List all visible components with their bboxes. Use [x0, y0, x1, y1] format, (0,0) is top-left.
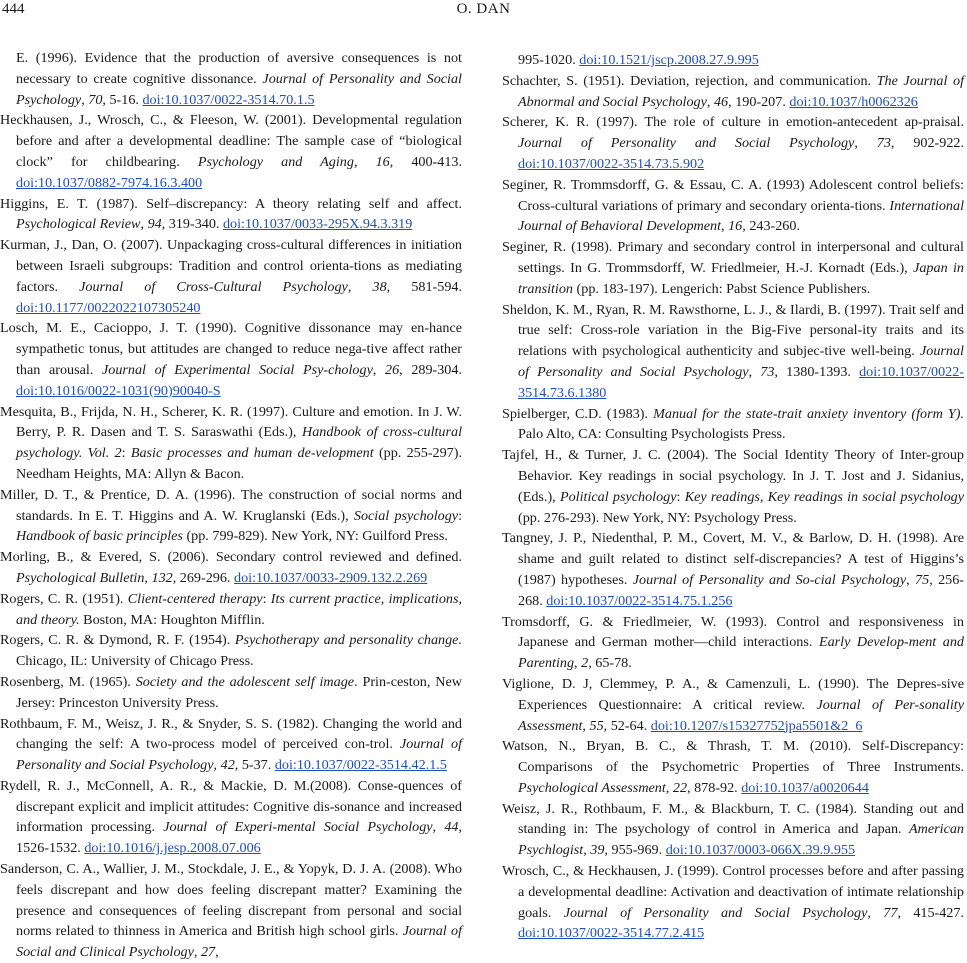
- reference-text: , 400-413.: [389, 153, 463, 170]
- reference-entry: [0, 485, 462, 547]
- reference-entry: [502, 861, 964, 944]
- italic-text: Journal of Personality and Social Psychology: [16, 70, 462, 108]
- italic-text: Client-centered therapy: [127, 590, 263, 607]
- doi-link[interactable]: doi:10.1037/0022-3514.77.2.415: [518, 925, 705, 942]
- doi-link[interactable]: doi:10.1016/0022-1031(90)90040-S: [16, 382, 221, 399]
- reference-text: , 1526-1532.: [16, 819, 462, 857]
- italic-text: 26: [385, 361, 400, 378]
- reference-text: ,: [380, 590, 389, 607]
- italic-text: Journal of Experimental Social Psy-chology: [101, 361, 373, 378]
- reference-text: ,: [81, 91, 89, 108]
- reference-text: Kurman, J., Dan, O. (2007). Unpackaging cross-cultural differences in initiation between Israeli subgroups: Tradition and control orienta-tions as mediating factors.: [0, 237, 462, 295]
- reference-entry: [0, 402, 462, 485]
- reference-entry: [0, 110, 462, 193]
- reference-text: ,: [706, 93, 714, 110]
- doi-link[interactable]: doi:10.1037/0022-3514.70.1.5: [142, 91, 315, 108]
- reference-text: ,: [906, 571, 916, 588]
- reference-text: Seginer, R. (1998). Primary and secondary control in interpersonal and cultural settings. In G. Trommsdorff, W. Friedlmeier, H.-J. Kornadt (Eds.),: [502, 239, 964, 276]
- reference-entry: [502, 404, 964, 446]
- italic-text: 2: [581, 655, 589, 672]
- reference-entry: [502, 674, 964, 736]
- doi-link[interactable]: doi:10.1037/0022-3514.42.1.5: [274, 757, 447, 774]
- italic-text: 73: [760, 363, 775, 380]
- italic-text: 22: [672, 779, 688, 796]
- reference-text: ,: [140, 216, 148, 233]
- reference-text: , 5-16.: [102, 91, 143, 108]
- reference-text: ,: [458, 590, 463, 607]
- reference-text: 995-1020.: [518, 52, 580, 68]
- doi-link[interactable]: doi:10.1037/0022-3514.73.5.902: [518, 155, 705, 172]
- reference-text: :: [262, 590, 271, 607]
- italic-text: 39: [590, 842, 605, 859]
- italic-text: 46: [713, 93, 729, 110]
- reference-text: Palo Alto, CA: Consulting Psychologists Press.: [518, 426, 786, 443]
- reference-text: Rogers, C. R. & Dymond, R. F. (1954).: [0, 632, 235, 649]
- reference-text: ,: [867, 904, 884, 921]
- reference-text: , 190-207.: [728, 93, 790, 110]
- running-head: O. DAN: [456, 1, 511, 17]
- reference-text: Chicago, IL: University of Chicago Press.: [16, 653, 254, 670]
- italic-text: Journal of Personality and Social Psychology: [518, 343, 964, 380]
- doi-link[interactable]: doi:10.1037/a0020644: [741, 779, 869, 796]
- reference-entry: [0, 630, 462, 672]
- italic-text: Journal of Personality and So-cial Psychology: [632, 571, 907, 588]
- reference-entry: [0, 776, 462, 859]
- italic-text: Key readings in social psychology: [767, 488, 965, 505]
- reference-text: :: [121, 445, 131, 462]
- reference-entry: [502, 528, 964, 611]
- reference-text: , 256-268.: [518, 571, 964, 609]
- reference-text: ,: [854, 135, 877, 152]
- reference-text: Watson, N., Bryan, B. C., & Thrash, T. M. (2010). Self-Discrepancy: Comparisons of the Psychometric Properties of Three Instruments.: [502, 738, 964, 776]
- reference-entry: [0, 194, 462, 236]
- reference-text: ,: [193, 944, 201, 961]
- reference-text: Tromsdorff, G. & Friedlmeier, W. (1993). Control and responsiveness in Japanese and German mother—child interactions.: [502, 613, 964, 651]
- italic-text: 70: [88, 91, 103, 108]
- italic-text: Handbook of basic principles: [16, 528, 183, 545]
- italic-text: 75: [915, 571, 930, 588]
- reference-entry: [0, 318, 462, 401]
- reference-text: Wrosch, C., & Heckhausen, J. (1999). Control processes before and after passing a developmental deadline: Activation and deactivation of intimate relationship goals.: [502, 863, 964, 921]
- italic-text: Social psychology: [353, 507, 459, 524]
- reference-text: Heckhausen, J., Wrosch, C., & Fleeson, W. (2001). Developmental regulation before and after a developmental deadline: The sample case of “biological clock” for childbearing.: [0, 112, 462, 170]
- reference-text: ,: [759, 488, 768, 505]
- italic-text: Journal of Personality and Social Psychology: [16, 736, 462, 774]
- italic-text: Psychological Assessment: [518, 779, 666, 796]
- reference-text: (pp. 255-297). Needham Heights, MA: Allyn & Bacon.: [16, 445, 462, 482]
- reference-text: ,: [144, 569, 152, 586]
- reference-text: Rosenberg, M. (1965).: [0, 673, 136, 690]
- reference-text: Rogers, C. R. (1951).: [0, 590, 128, 607]
- reference-text: Tajfel, H., & Turner, J. C. (2004). The Social Identity Theory of Inter-group Behavior. Key readings in social psychology. In J. T. Jost and J. Sidanius, (Eds.),: [502, 447, 964, 505]
- reference-text: , 319-340.: [161, 216, 223, 233]
- reference-text: , 415-427.: [897, 904, 964, 921]
- reference-text: ,: [583, 842, 591, 859]
- reference-text: Weisz, J. R., Rothbaum, F. M., & Blackburn, T. C. (1984). Standing out and standing in: The psychology of control in America and Japan.: [502, 800, 964, 838]
- reference-text: , 581-594.: [386, 278, 462, 295]
- reference-text: Mesquita, B., Frijda, N. H., Scherer, K. R. (1997). Culture and emotion. In J. W. Berry, P. R. Dasen and T. S. Saraswathi (Eds.),: [0, 403, 462, 441]
- doi-link[interactable]: doi:10.1521/jscp.2008.27.9.995: [579, 52, 759, 68]
- reference-text: Rydell, R. J., McConnell, A. R., & Mackie, D. M.(2008). Conse-quences of discrepant explicit and implicit attitudes: Cognitive dis-sonance and increased information processing.: [0, 777, 462, 836]
- italic-text: Journal of Per-sonality Assessment: [518, 696, 964, 734]
- reference-text: Higgins, E. T. (1987). Self–discrepancy: A theory relating self and affect.: [0, 195, 462, 212]
- reference-text: (pp. 183-197). Lengerich: Pabst Science Publishers.: [573, 280, 871, 297]
- reference-text: E. (1996). Evidence that the production of aversive consequences is not necessary to create cognitive dissonance.: [16, 50, 462, 87]
- reference-entry: [0, 859, 462, 963]
- reference-entry: [0, 589, 462, 631]
- reference-text: Seginer, R. Trommsdorff, G. & Essau, C. A. (1993) Adolescent control beliefs: Cross-cultural variations of primary and secondary orienta-tions.: [502, 176, 964, 214]
- reference-text: Sanderson, C. A., Wallier, J. M., Stockdale, J. E., & Yopyk, D. J. A. (2008). Who feels discrepant and how does feeling discrepant matter? Examining the presence and consequences of feeling discrepant from personal and social norms related to thinness in America and British high school girls.: [0, 861, 462, 940]
- reference-text: , 5-37.: [234, 757, 275, 774]
- reference-entry: [502, 50, 964, 71]
- references-right-column: [502, 50, 964, 944]
- reference-text: (pp. 799-829). New York, NY: Guilford Press.: [182, 528, 448, 545]
- doi-link[interactable]: doi:10.1207/s15327752jpa5501&2_6: [650, 717, 863, 734]
- reference-text: ,: [353, 153, 376, 170]
- italic-text: International Journal of Behavioral Development: [518, 197, 964, 235]
- italic-text: The Journal of Abnormal and Social Psychology: [518, 72, 965, 110]
- reference-entry: [502, 175, 964, 237]
- reference-text: Boston, MA: Houghton Mifflin.: [79, 611, 265, 628]
- italic-text: Journal of Experi-mental Social Psychology: [163, 819, 433, 836]
- reference-entry: [502, 612, 964, 674]
- reference-text: Scherer, K. R. (1997). The role of culture in emotion-antecedent ap-praisal.: [502, 114, 964, 131]
- reference-entry: [502, 71, 964, 113]
- italic-text: implications: [388, 590, 459, 607]
- italic-text: American Psychlogist: [518, 821, 964, 859]
- italic-text: 16: [728, 218, 743, 235]
- reference-entry: [0, 714, 462, 776]
- reference-text: ,: [213, 757, 221, 774]
- italic-text: Handbook of cross-cultural psychology. Vol. 2: [16, 424, 462, 462]
- reference-text: , 289-304.: [399, 361, 462, 378]
- italic-text: 55: [589, 717, 604, 734]
- doi-link[interactable]: doi:10.1037/0003-066X.39.9.955: [665, 842, 856, 859]
- italic-text: Journal of Social and Clinical Psychology: [16, 923, 462, 961]
- reference-text: Tangney, J. P., Niedenthal, P. M., Covert, M. V., & Barlow, D. H. (1998). Are shame and guilt related to distinct self-discrepancies? A test of Higgins’s (1987) hypotheses.: [502, 530, 964, 588]
- italic-text: Japan in transition: [518, 259, 965, 297]
- reference-text: Miller, D. T., & Prentice, D. A. (1996). The construction of social norms and standards. In E. T. Higgins and A. W. Kruglanski (Eds.),: [0, 486, 462, 524]
- italic-text: 27: [200, 944, 216, 961]
- italic-text: 132: [151, 569, 173, 586]
- reference-text: . Prin-ceston, New Jersey: Princeston University Press.: [16, 673, 462, 711]
- reference-entry: [0, 672, 462, 714]
- reference-text: :: [458, 507, 462, 524]
- reference-entry: [502, 736, 964, 798]
- reference-text: , 243-260.: [742, 218, 800, 235]
- italic-text: 73: [876, 135, 891, 152]
- reference-text: ,: [347, 278, 373, 295]
- reference-entry: [0, 235, 462, 318]
- reference-text: , 878-92.: [687, 779, 742, 796]
- italic-text: Psychotherapy and personality change.: [234, 632, 462, 649]
- italic-text: 94: [147, 216, 162, 233]
- italic-text: Manual for the state-trait anxiety inventory (form Y).: [653, 405, 965, 422]
- italic-text: Early Develop-ment and Parenting: [518, 634, 964, 672]
- reference-text: ,: [748, 363, 761, 380]
- doi-link[interactable]: doi:10.1037/0033-2909.132.2.269: [234, 569, 428, 586]
- doi-link[interactable]: doi:10.1037/h0062326: [789, 93, 918, 110]
- italic-text: Key readings: [684, 488, 760, 505]
- reference-text: ,: [215, 944, 219, 961]
- doi-link[interactable]: doi:10.1037/0882-7974.16.3.400: [16, 174, 203, 191]
- reference-text: (pp. 276-293). New York, NY: Psychology Press.: [518, 509, 797, 526]
- italic-text: 16: [375, 153, 390, 170]
- doi-link[interactable]: doi:10.1177/0022022107305240: [16, 299, 201, 316]
- reference-text: ,: [372, 361, 386, 378]
- reference-entry: [502, 237, 964, 299]
- italic-text: Journal of Personality and Social Psychology: [518, 135, 855, 152]
- reference-text: , 52-64.: [603, 717, 651, 734]
- reference-text: Viglione, D. J, Clemmey, P. A., & Camenzuli, L. (1990). The Depres-sive Experiences Questionnaire: A critical review.: [502, 675, 964, 713]
- reference-text: Schachter, S. (1951). Deviation, rejection, and communication.: [502, 72, 877, 89]
- reference-entry: [502, 300, 964, 404]
- italic-text: Psychological Review: [16, 216, 141, 233]
- reference-text: , 269-296.: [172, 569, 234, 586]
- italic-text: Journal of Cross-Cultural Psychology: [79, 278, 348, 295]
- reference-text: :: [676, 488, 685, 505]
- doi-link[interactable]: doi:10.1016/j.jesp.2008.07.006: [84, 840, 261, 857]
- doi-link[interactable]: doi:10.1037/0022-3514.73.6.1380: [518, 363, 964, 401]
- italic-text: and theory.: [16, 611, 80, 628]
- italic-text: Psychology and Aging: [197, 153, 354, 170]
- reference-text: , 65-78.: [588, 655, 632, 672]
- reference-entry: [502, 445, 964, 528]
- italic-text: 44: [444, 819, 459, 836]
- italic-text: Basic processes and human de-velopment: [130, 445, 374, 462]
- doi-link[interactable]: doi:10.1037/0022-3514.75.1.256: [546, 592, 733, 609]
- reference-text: ,: [665, 779, 673, 796]
- reference-text: Morling, B., & Evered, S. (2006). Secondary control reviewed and defined.: [0, 549, 462, 566]
- italic-text: 42: [220, 757, 235, 774]
- reference-entry: [0, 48, 462, 110]
- reference-text: ,: [721, 218, 729, 235]
- reference-text: Sheldon, K. M., Ryan, R. M. Rawsthorne, L. J., & Ilardi, B. (1997). Trait self and true self: Cross-role variation in the Big-Five personal-ity traits and its relations with psychological authenticity and subjec-tive well-being.: [502, 301, 964, 360]
- italic-text: Its current practice: [270, 590, 381, 607]
- reference-text: , 902-922.: [890, 135, 964, 152]
- reference-entry: [502, 799, 964, 861]
- italic-text: Political psychology: [559, 488, 677, 505]
- page-number: 444: [2, 1, 25, 17]
- italic-text: Society and the adolescent self image: [135, 673, 355, 690]
- page-header: [0, 0, 967, 26]
- italic-text: Journal of Personality and Social Psychology: [563, 904, 868, 921]
- reference-entry: [0, 547, 462, 589]
- references-left-column: [0, 48, 462, 963]
- reference-text: , 1380-1393.: [774, 363, 860, 380]
- italic-text: 77: [883, 904, 898, 921]
- reference-text: , 955-969.: [604, 842, 666, 859]
- doi-link[interactable]: doi:10.1037/0033-295X.94.3.319: [222, 216, 413, 233]
- italic-text: 38: [372, 278, 387, 295]
- reference-text: ,: [582, 717, 590, 734]
- reference-text: Losch, M. E., Cacioppo, J. T. (1990). Cognitive dissonance may en-hance sympathetic tonus, but attitudes are changed to reduce nega-tive affect rather than arousal.: [0, 320, 462, 378]
- italic-text: Psychological Bulletin: [16, 569, 145, 586]
- reference-text: ,: [432, 819, 445, 836]
- reference-text: Spielberger, C.D. (1983).: [502, 405, 654, 422]
- reference-entry: [502, 112, 964, 174]
- reference-text: ,: [574, 655, 582, 672]
- reference-text: Rothbaum, F. M., Weisz, J. R., & Snyder, S. S. (1982). Changing the world and changing the self: A two-process model of perceived con-trol.: [0, 715, 462, 753]
